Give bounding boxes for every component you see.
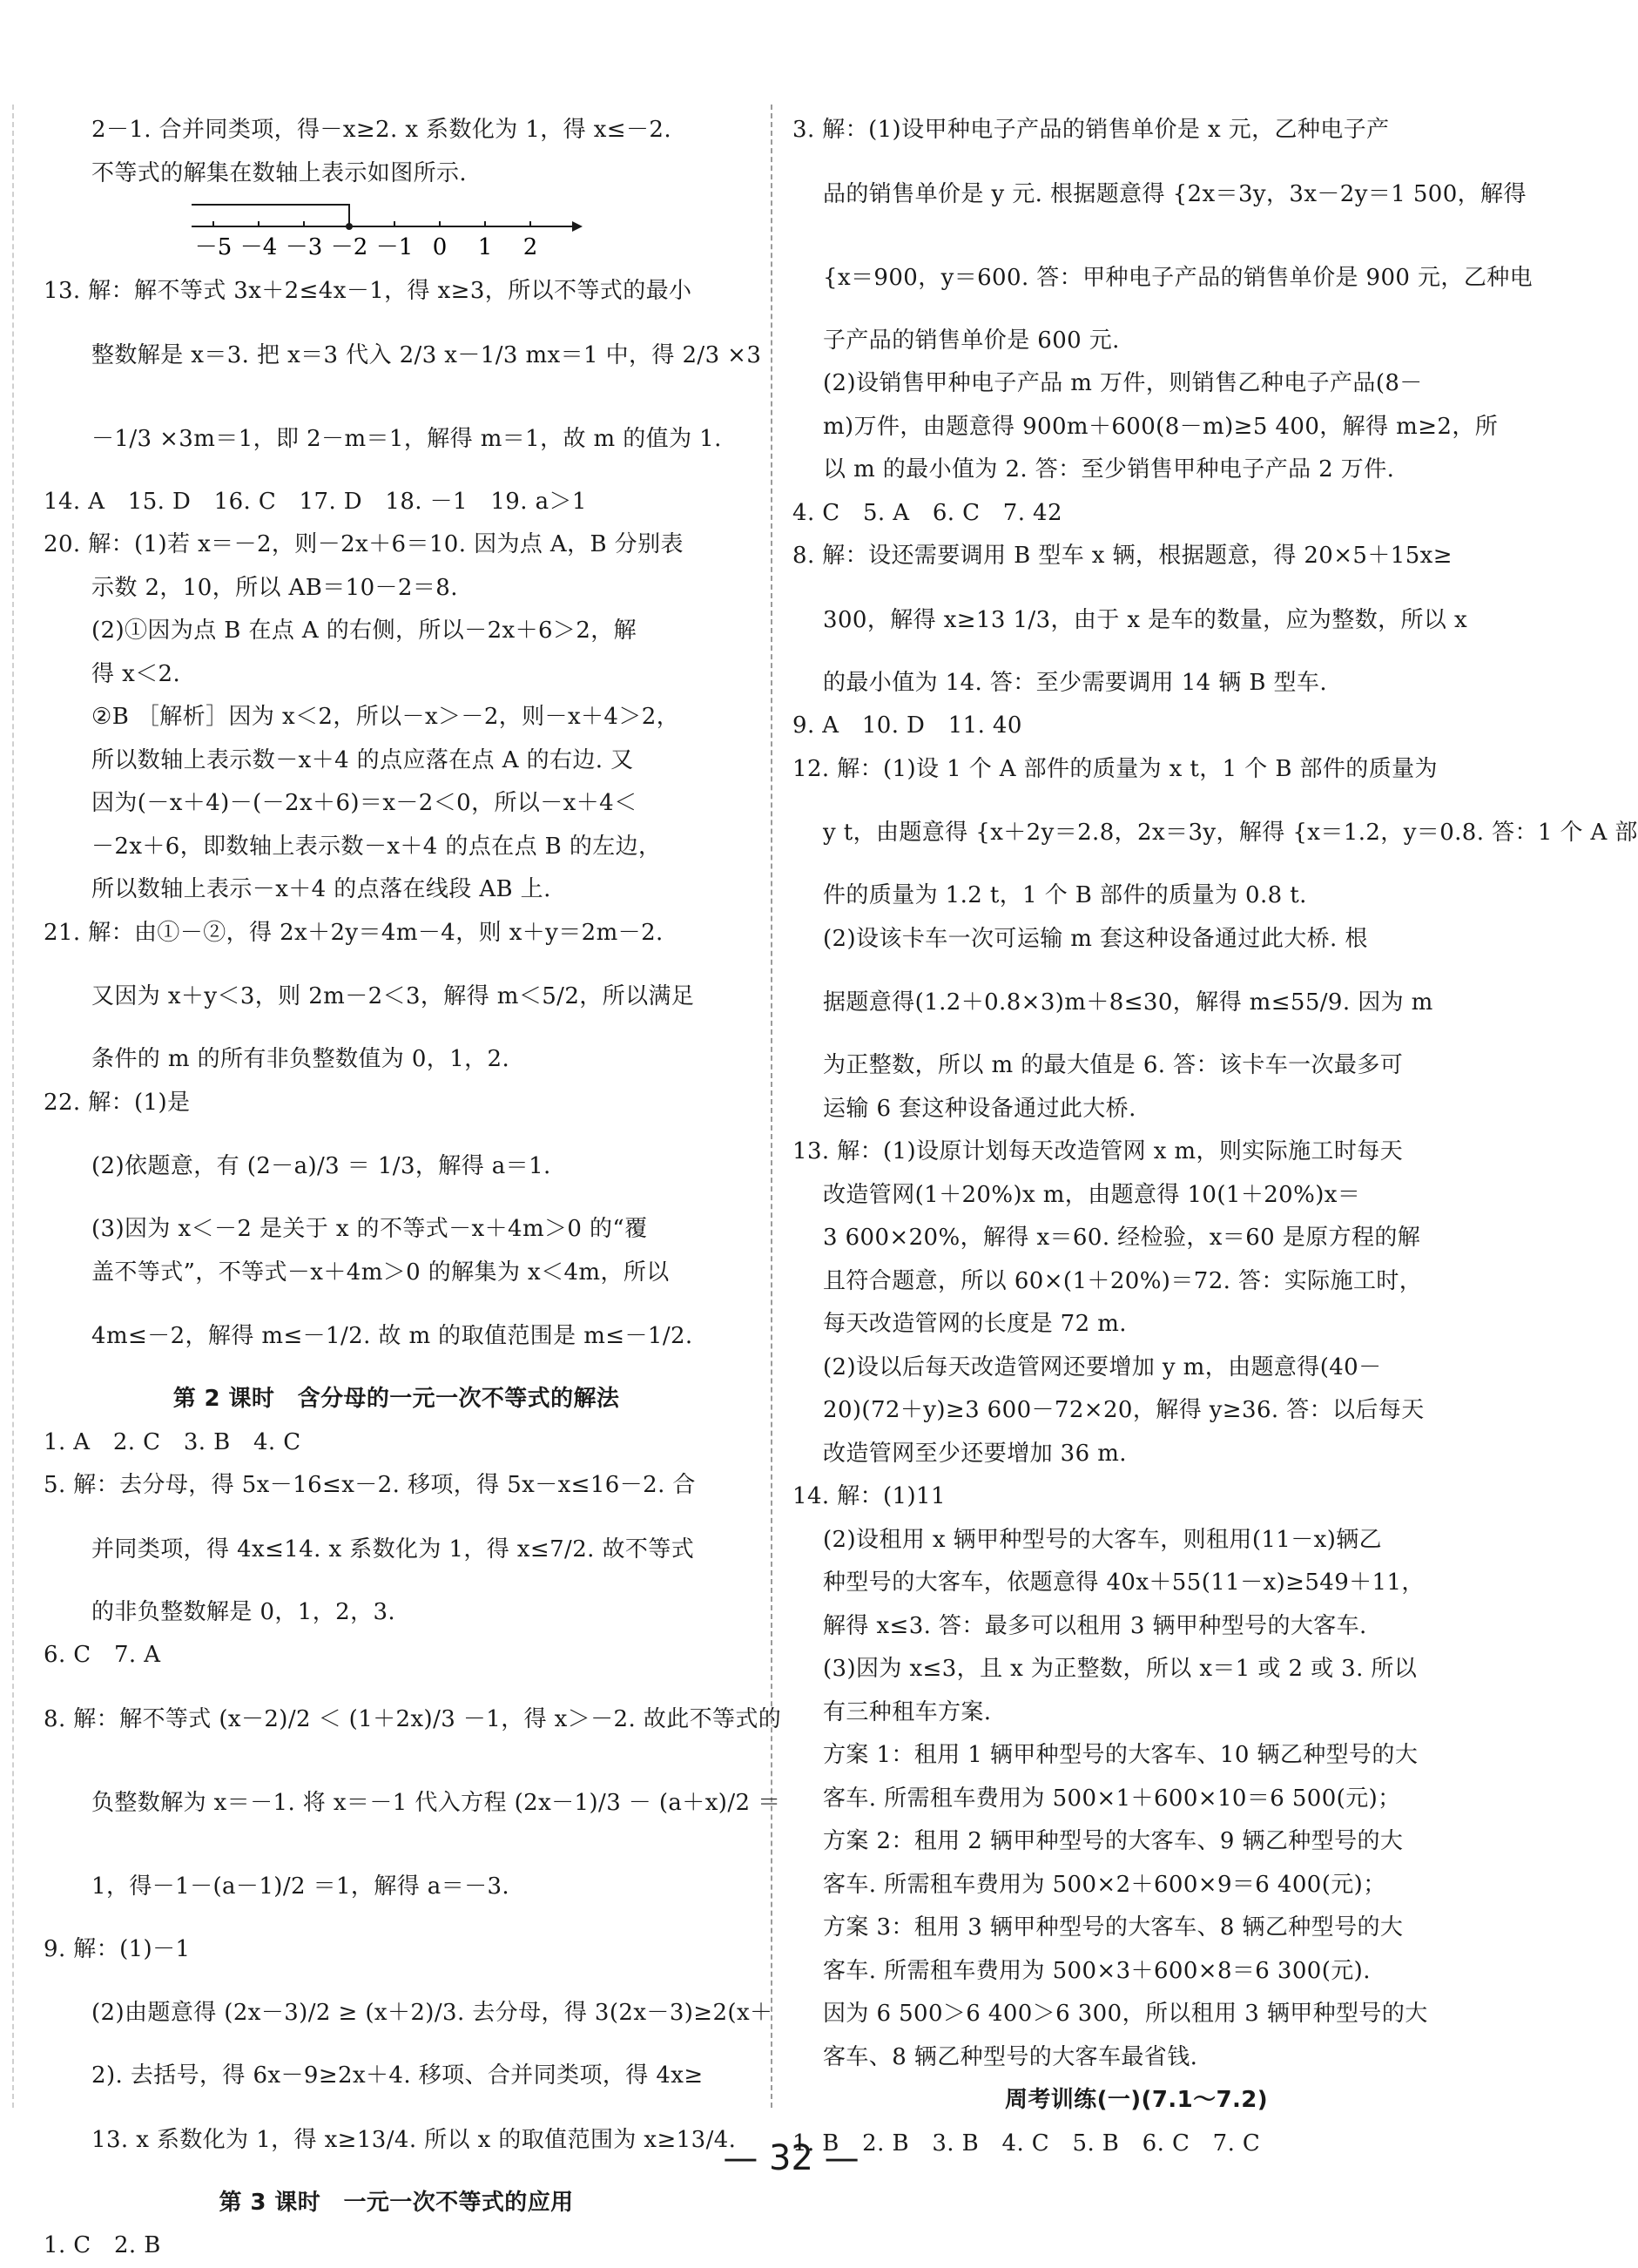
text-line: 运输 6 套这种设备通过此大桥.: [823, 1095, 1136, 1122]
text-line: 20)(72＋y)≥3 600－72×20，解得 y≥36. 答：以后每天: [823, 1397, 1425, 1423]
solution-endpoint-dot: [346, 223, 353, 230]
number-line-figure: [192, 200, 644, 261]
page-edge-dashed-line: [12, 105, 14, 2108]
text-line: 方案 3：租用 3 辆甲种型号的大客车、8 辆乙种型号的大: [823, 1914, 1404, 1941]
text-line: 6. C 7. A: [44, 1642, 161, 1668]
right-column: [792, 109, 1638, 2165]
text-line: (2)依题意，有 (2－a)/3 ＝ 1/3，解得 a＝1.: [91, 1153, 551, 1179]
number-line-tick-label: －3: [285, 234, 323, 260]
text-line: 客车. 所需租车费用为 500×3＋600×8＝6 300(元).: [823, 1957, 1371, 1984]
text-line: 13. 解：(1)设原计划每天改造管网 x m，则实际施工时每天: [792, 1138, 1404, 1164]
text-line: 4m≤－2，解得 m≤－1/2. 故 m 的取值范围是 m≤－1/2.: [91, 1323, 693, 1349]
text-line: m)万件，由题意得 900m＋600(8－m)≥5 400，解得 m≥2，所: [823, 413, 1499, 440]
text-line: (3)因为 x≤3，且 x 为正整数，所以 x＝1 或 2 或 3. 所以: [823, 1656, 1418, 1682]
number-line-tick-label: －5: [194, 234, 233, 260]
text-line: 子产品的销售单价是 600 元.: [823, 327, 1120, 354]
text-line: (3)因为 x＜－2 是关于 x 的不等式－x＋4m＞0 的“覆: [91, 1216, 648, 1242]
text-line: ②B ［解析］因为 x＜2，所以－x＞－2，则－x＋4＞2，: [91, 704, 680, 730]
text-line: (2)由题意得 (2x－3)/2 ≥ (x＋2)/3. 去分母，得 3(2x－3)≥2(x＋: [91, 2000, 773, 2026]
text-line: 且符合题意，所以 60×(1＋20%)＝72. 答：实际施工时，: [823, 1267, 1423, 1294]
text-line: 1，得－1－(a－1)/2 ＝1，解得 a＝－3.: [91, 1873, 510, 1900]
text-line: 解得 x≤3. 答：最多可以租用 3 辆甲种型号的大客车.: [823, 1612, 1367, 1639]
text-line: 的非负整数解是 0，1，2，3.: [91, 1598, 396, 1625]
text-line: 2). 去括号，得 6x－9≥2x＋4. 移项、合并同类项，得 4x≥: [91, 2062, 704, 2089]
section-heading: 第 2 课时 含分母的一元一次不等式的解法: [172, 1386, 620, 1412]
text-line: 22. 解：(1)是: [44, 1089, 191, 1116]
text-line: 因为(－x＋4)－(－2x＋6)＝x－2＜0，所以－x＋4＜: [91, 790, 637, 816]
text-line: 据题意得(1.2＋0.8×3)m＋8≤30，解得 m≤55/9. 因为 m: [823, 989, 1433, 1016]
text-line: 4. C 5. A 6. C 7. 42: [792, 499, 1062, 526]
text-line: 14. 解：(1)11: [792, 1483, 946, 1509]
solution-set-bracket: [192, 205, 349, 226]
text-line: 3. 解：(1)设甲种电子产品的销售单价是 x 元，乙种电子产: [792, 117, 1390, 143]
text-line: 的最小值为 14. 答：至少需要调用 14 辆 B 型车.: [823, 669, 1327, 696]
text-line: 13. x 系数化为 1，得 x≥13/4. 所以 x 的取值范围为 x≥13/4.: [91, 2126, 737, 2153]
left-column: [44, 109, 782, 2268]
text-line: 300，解得 x≥13 1/3，由于 x 是车的数量，应为整数，所以 x: [823, 606, 1468, 633]
text-line: {x＝900，y＝600. 答：甲种电子产品的销售单价是 900 元，乙种电: [823, 264, 1534, 291]
text-line: 不等式的解集在数轴上表示如图所示.: [91, 159, 468, 186]
text-line: －1/3 ×3m＝1，即 2－m＝1，解得 m＝1，故 m 的值为 1.: [91, 425, 722, 452]
text-line: 件的质量为 1.2 t，1 个 B 部件的质量为 0.8 t.: [823, 882, 1307, 908]
text-line: 13. 解：解不等式 3x＋2≤4x－1，得 x≥3，所以不等式的最小: [44, 278, 692, 304]
text-line: 得 x＜2.: [91, 660, 181, 687]
text-line: 客车、8 辆乙种型号的大客车最省钱.: [823, 2043, 1198, 2070]
text-line: 9. A 10. D 11. 40: [792, 712, 1022, 739]
number-line-tick-label: 2: [522, 234, 538, 260]
text-line: 21. 解：由①－②，得 2x＋2y＝4m－4，则 x＋y＝2m－2.: [44, 919, 664, 946]
text-line: 条件的 m 的所有非负整数值为 0，1，2.: [91, 1046, 510, 1072]
section-heading: 第 3 课时 一元一次不等式的应用: [219, 2189, 574, 2216]
text-line: 1. C 2. B: [44, 2232, 161, 2258]
text-line: (2)设租用 x 辆甲种型号的大客车，则租用(11－x)辆乙: [823, 1526, 1383, 1553]
text-line: 1. B 2. B 3. B 4. C 5. B 6. C 7. C: [792, 2130, 1261, 2157]
text-line: 种型号的大客车，依题意得 40x＋55(11－x)≥549＋11，: [823, 1569, 1425, 1596]
text-line: 整数解是 x＝3. 把 x＝3 代入 2/3 x－1/3 mx＝1 中，得 2/3 ×3: [91, 341, 762, 368]
text-line: 客车. 所需租车费用为 500×2＋600×9＝6 400(元)；: [823, 1871, 1386, 1898]
text-line: 并同类项，得 4x≤14. x 系数化为 1，得 x≤7/2. 故不等式: [91, 1536, 695, 1563]
number-line-tick-label: 0: [432, 234, 448, 260]
text-line: 又因为 x＋y＜3，则 2m－2＜3，解得 m＜5/2，所以满足: [91, 983, 695, 1009]
text-line: y t，由题意得 {x＋2y＝2.8，2x＝3y，解得 {x＝1.2，y＝0.8. 答：1 个 A 部: [823, 820, 1638, 846]
text-line: 9. 解：(1)－1: [44, 1935, 191, 1962]
text-line: (2)设以后每天改造管网还要增加 y m，由题意得(40－: [823, 1353, 1382, 1380]
text-line: 盖不等式”，不等式－x＋4m＞0 的解集为 x＜4m，所以: [91, 1259, 670, 1286]
text-line: 方案 1：租用 1 辆甲种型号的大客车、10 辆乙种型号的大: [823, 1742, 1419, 1768]
number-line-tick-label: 1: [477, 234, 493, 260]
text-line: 有三种租车方案.: [823, 1698, 992, 1725]
text-line: 方案 2：租用 2 辆甲种型号的大客车、9 辆乙种型号的大: [823, 1828, 1404, 1854]
text-line: (2)①因为点 B 在点 A 的右侧，所以－2x＋6＞2，解: [91, 618, 637, 644]
text-line: 改造管网(1＋20%)x m，由题意得 10(1＋20%)x＝: [823, 1181, 1361, 1208]
text-line: 所以数轴上表示数－x＋4 的点应落在点 A 的右边. 又: [91, 746, 634, 773]
text-line: 示数 2，10，所以 AB＝10－2＝8.: [91, 574, 458, 601]
text-line: 客车. 所需租车费用为 500×1＋600×10＝6 500(元)；: [823, 1785, 1401, 1812]
text-line: 改造管网至少还要增加 36 m.: [823, 1440, 1127, 1467]
page-number: — 32 —: [723, 2138, 859, 2178]
number-line-arrow: [572, 221, 583, 232]
text-line: 以 m 的最小值为 2. 答：至少销售甲种电子产品 2 万件.: [823, 456, 1395, 483]
text-line: 8. 解：解不等式 (x－2)/2 ＜ (1＋2x)/3 －1，得 x＞－2. 故此不等式的: [44, 1705, 782, 1732]
section-heading: 周考训练(一)(7.1～7.2): [1004, 2087, 1269, 2113]
text-line: 负整数解为 x＝－1. 将 x＝－1 代入方程 (2x－1)/3 － (a＋x)/2 ＝: [91, 1789, 781, 1816]
text-line: 14. A 15. D 16. C 17. D 18. －1 19. a＞1: [44, 488, 587, 515]
text-line: 20. 解：(1)若 x＝－2，则－2x＋6＝10. 因为点 A，B 分别表: [44, 531, 684, 557]
text-line: 1. A 2. C 3. B 4. C: [44, 1428, 301, 1455]
text-line: 12. 解：(1)设 1 个 A 部件的质量为 x t，1 个 B 部件的质量为: [792, 755, 1438, 782]
text-line: －2x＋6，即数轴上表示数－x＋4 的点在点 B 的左边，: [91, 833, 662, 860]
number-line-tick-label: －1: [375, 234, 414, 260]
text-line: (2)设该卡车一次可运输 m 套这种设备通过此大桥. 根: [823, 925, 1368, 952]
text-line: 为正整数，所以 m 的最大值是 6. 答：该卡车一次最多可: [823, 1052, 1404, 1078]
text-line: 2－1. 合并同类项，得－x≥2. x 系数化为 1，得 x≤－2.: [91, 117, 671, 143]
text-line: 所以数轴上表示－x＋4 的点落在线段 AB 上.: [91, 876, 551, 902]
text-line: 5. 解：去分母，得 5x－16≤x－2. 移项，得 5x－x≤16－2. 合: [44, 1472, 696, 1498]
text-line: 因为 6 500＞6 400＞6 300，所以租用 3 辆甲种型号的大: [823, 2001, 1428, 2027]
text-line: 品的销售单价是 y 元. 根据题意得 {2x＝3y，3x－2y＝1 500，解得: [823, 180, 1527, 207]
text-line: 3 600×20%，解得 x＝60. 经检验，x＝60 是原方程的解: [823, 1225, 1421, 1251]
number-line-tick-label: －4: [239, 234, 278, 260]
text-line: (2)设销售甲种电子产品 m 万件，则销售乙种电子产品(8－: [823, 370, 1423, 396]
text-line: 每天改造管网的长度是 72 m.: [823, 1311, 1127, 1337]
text-line: 8. 解：设还需要调用 B 型车 x 辆，根据题意，得 20×5＋15x≥: [792, 543, 1453, 569]
number-line-tick-label: －2: [330, 234, 368, 260]
